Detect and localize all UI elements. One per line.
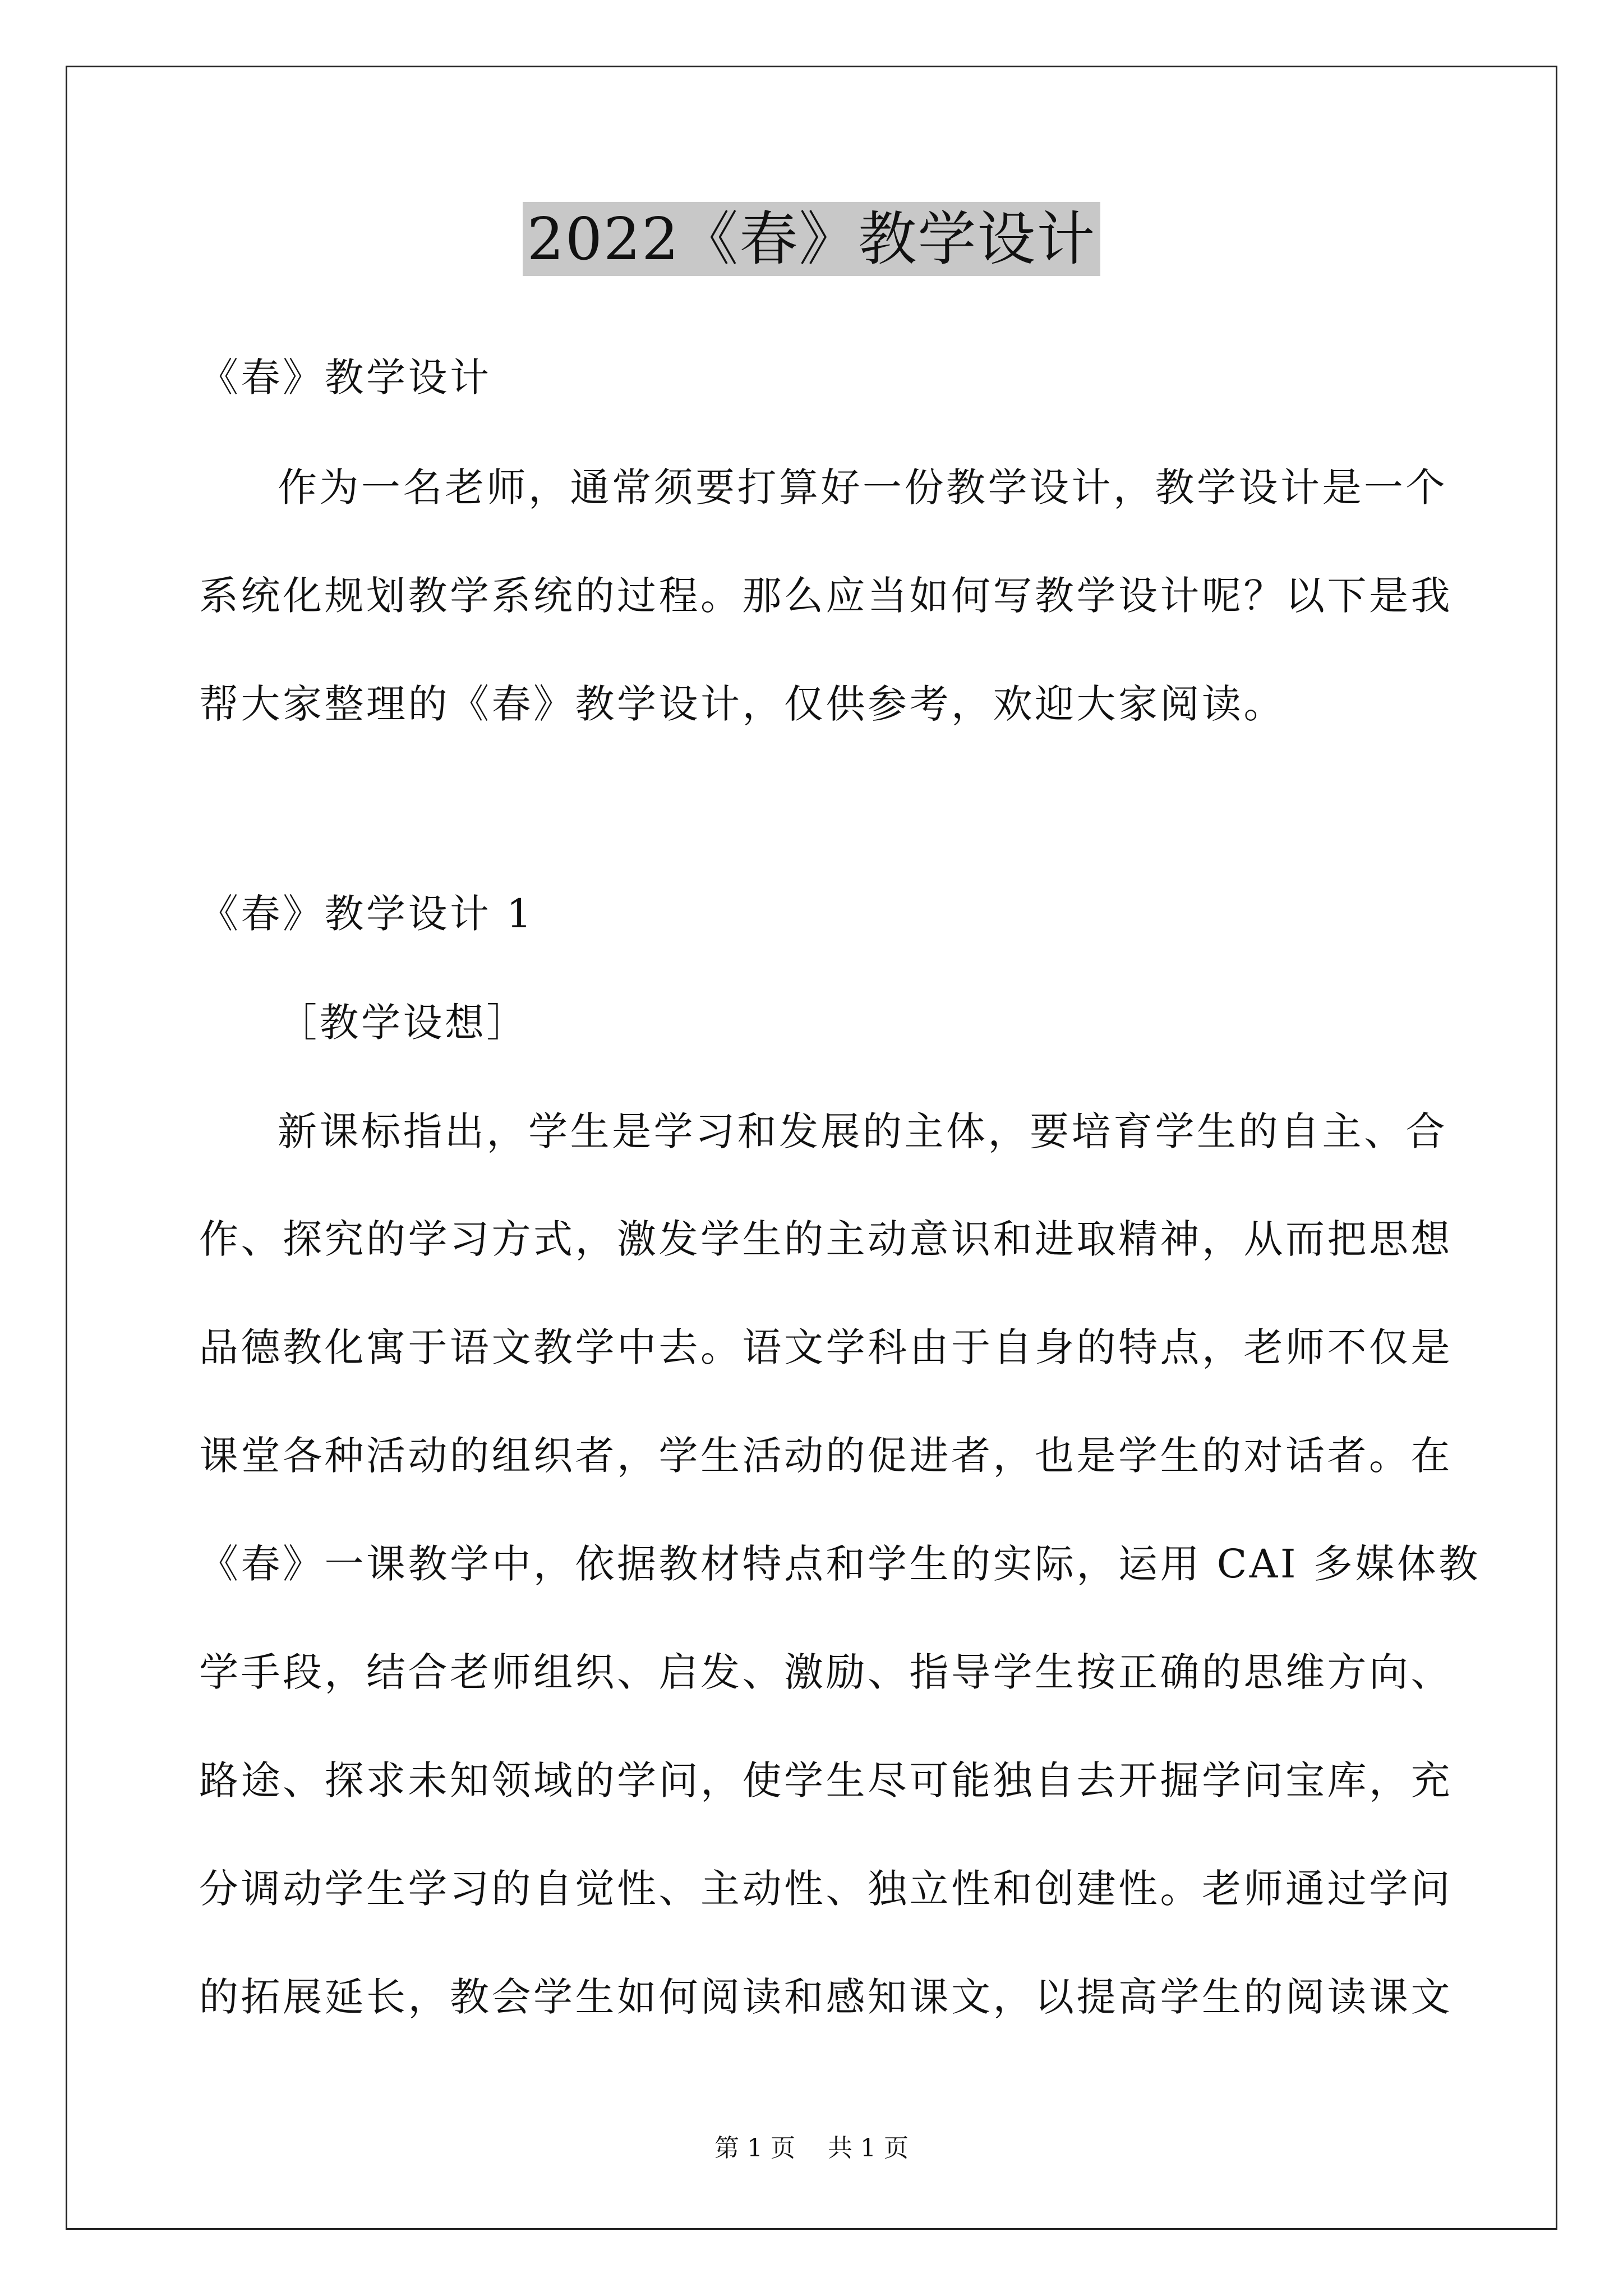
body-line-4: 课堂各种活动的组织者，学生活动的促进者，也是学生的对话者。在	[199, 1433, 1453, 1479]
body-line-7: 路途、探求未知领域的学问，使学生尽可能独自去开掘学问宝库，充	[199, 1757, 1453, 1803]
intro-line-1: 作为一名老师，通常须要打算好一份教学设计，教学设计是一个	[278, 464, 1447, 510]
intro-line-2: 系统化规划教学系统的过程。那么应当如何写教学设计呢？以下是我	[199, 573, 1453, 619]
body-line-3: 品德教化寓于语文教学中去。语文学科由于自身的特点，老师不仅是	[199, 1324, 1453, 1370]
section-heading: 《春》教学设计 1	[199, 891, 534, 937]
intro-line-3: 帮大家整理的《春》教学设计，仅供参考，欢迎大家阅读。	[199, 681, 1285, 727]
bracket-heading: ［教学设想］	[278, 1000, 528, 1046]
body-line-1: 新课标指出，学生是学习和发展的主体，要培育学生的自主、合	[278, 1108, 1447, 1154]
body-line-6: 学手段，结合老师组织、启发、激励、指导学生按正确的思维方向、	[199, 1649, 1453, 1695]
body-line-2: 作、探究的学习方式，激发学生的主动意识和进取精神，从而把思想	[199, 1216, 1453, 1262]
title-container	[0, 202, 1623, 276]
body-line-8: 分调动学生学习的自觉性、主动性、独立性和创建性。老师通过学问	[199, 1866, 1453, 1912]
body-line-9: 的拓展延长，教会学生如何阅读和感知课文，以提高学生的阅读课文	[199, 1974, 1453, 2020]
page-footer: 第 1 页 共 1 页	[714, 2134, 909, 2162]
subtitle: 《春》教学设计	[199, 355, 492, 401]
document-title: 2022《春》教学设计	[523, 202, 1101, 276]
body-line-5: 《春》一课教学中，依据教材特点和学生的实际，运用 CAI 多媒体教	[199, 1541, 1481, 1587]
